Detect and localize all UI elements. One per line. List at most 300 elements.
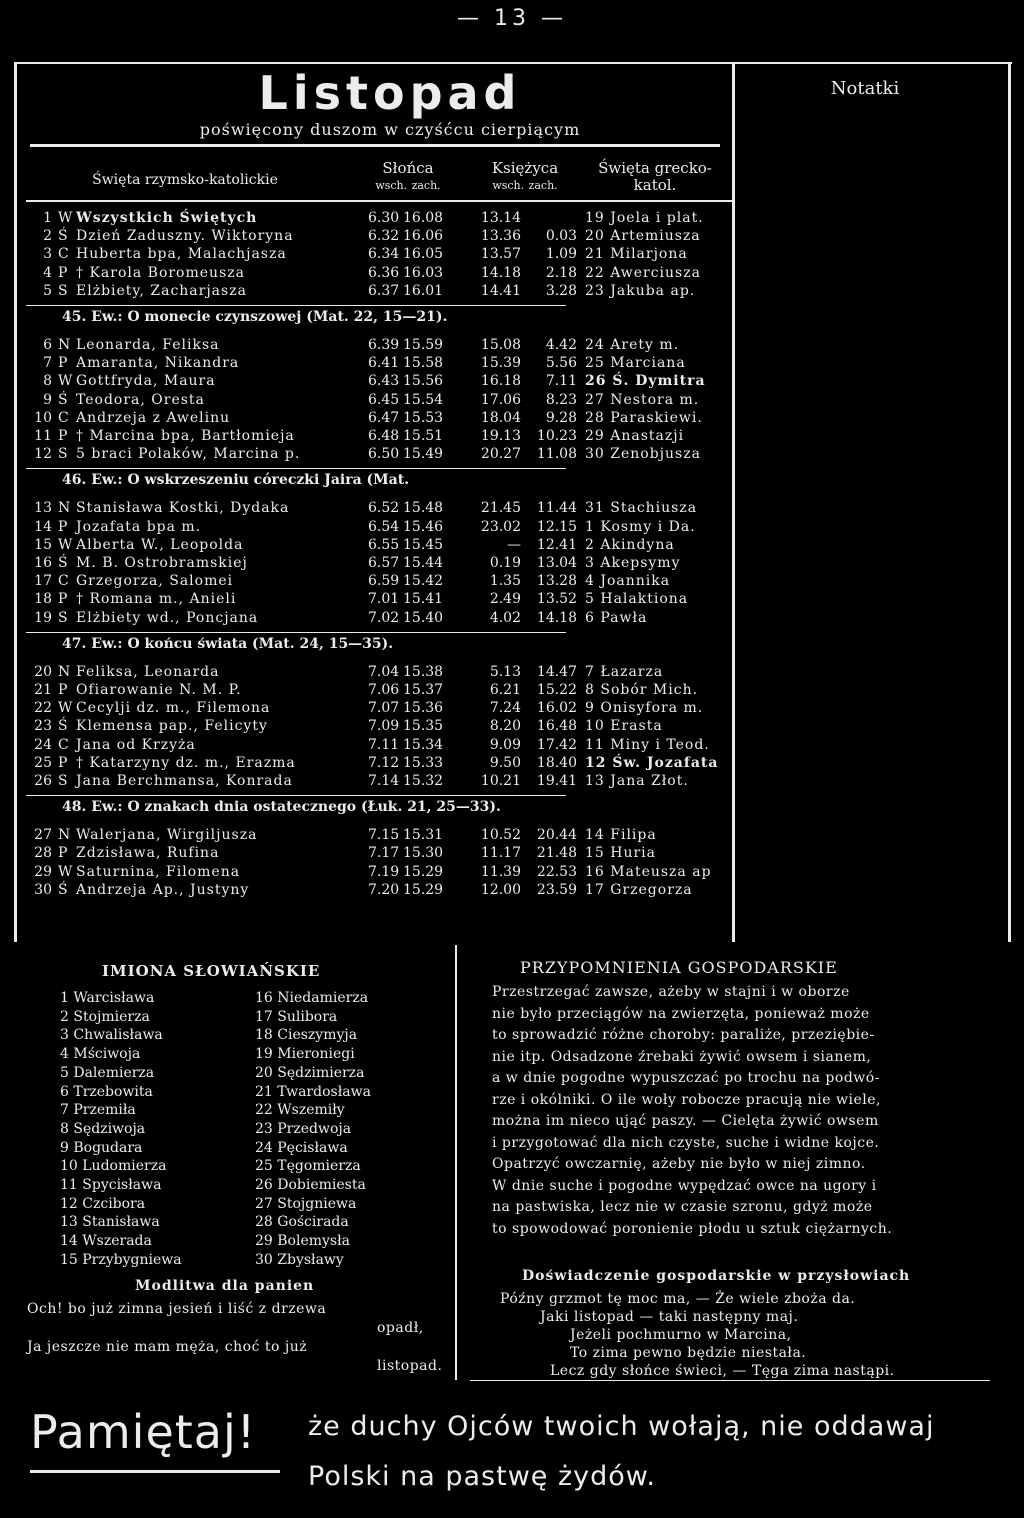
greek-feast: 28 Paraskiewi. xyxy=(585,409,703,426)
weekday: P xyxy=(58,754,68,771)
greek-feast: 1 Kosmy i Da. xyxy=(585,518,696,535)
proverb-line: Jaki listopad — taki następny maj. xyxy=(540,1309,799,1325)
slavic-name: 19 Mieroniegi xyxy=(255,1046,355,1063)
footer-line-2: Polski na pastwę żydów. xyxy=(308,1461,656,1492)
sunrise: 6.54 xyxy=(368,518,400,535)
farm-line: Przestrzegać zawsze, ażeby w stajni i w oborze xyxy=(492,984,850,1000)
day-number: 11 xyxy=(34,428,52,444)
weekday: P xyxy=(58,682,68,698)
sunset: 15.42 xyxy=(403,573,444,590)
moonrise: 9.50 xyxy=(489,754,521,771)
footer-slogan xyxy=(308,1402,934,1502)
moonset: 20.44 xyxy=(536,827,577,844)
sunset: 15.29 xyxy=(403,881,444,898)
moonrise: 13.14 xyxy=(480,210,521,226)
day-row xyxy=(26,392,746,410)
moonset: 19.41 xyxy=(536,773,577,789)
day-number: 21 xyxy=(34,682,52,698)
saint-names: M. B. Ostrobramskiej xyxy=(76,555,248,571)
slavic-name: 24 Pęcisława xyxy=(255,1139,348,1156)
saint-names: Wszystkich Świętych xyxy=(76,210,258,226)
day-number: 13 xyxy=(34,500,52,517)
prayer-text xyxy=(27,1300,447,1376)
day-number: 17 xyxy=(34,573,52,590)
sunrise: 6.36 xyxy=(368,264,400,281)
day-number: 14 xyxy=(34,518,52,535)
moonrise: 21.45 xyxy=(480,500,521,517)
moonset: 1.09 xyxy=(545,246,577,263)
farm-line: można im nieco ująć paszy. — Cielęta żywić owsem xyxy=(492,1113,879,1129)
header-catholic: Święta rzymsko-katolickie xyxy=(92,172,278,188)
left-border xyxy=(14,62,17,942)
sunset: 16.03 xyxy=(403,264,444,281)
greek-feast: 3 Akepsymy xyxy=(585,555,681,571)
saint-names: Grzegorza, Salomei xyxy=(76,573,234,590)
saint-names: Jana Berchmansa, Konrada xyxy=(76,773,293,789)
moonset: 15.22 xyxy=(536,682,577,698)
weekday: Ś xyxy=(58,228,68,245)
sunrise: 6.43 xyxy=(368,373,400,390)
block-rule xyxy=(26,795,566,796)
sunrise: 7.09 xyxy=(368,718,400,735)
greek-feast: 4 Joannika xyxy=(585,573,671,590)
sunrise: 6.57 xyxy=(368,555,400,571)
day-row xyxy=(26,610,746,628)
sunrise: 7.20 xyxy=(368,881,400,898)
day-row xyxy=(26,864,746,882)
moonrise: 0.19 xyxy=(489,555,521,571)
weekday: C xyxy=(58,736,69,753)
day-row xyxy=(26,537,746,555)
weekday: W xyxy=(58,210,73,226)
weekday: N xyxy=(58,337,71,353)
day-row xyxy=(26,428,746,446)
sunrise: 6.45 xyxy=(368,391,400,408)
sunrise: 6.30 xyxy=(368,210,400,226)
saint-names: Ofiarowanie N. M. P. xyxy=(76,682,242,698)
day-number: 5 xyxy=(43,282,52,299)
day-row xyxy=(26,555,746,573)
greek-feast: 6 Pawła xyxy=(585,609,648,626)
slavic-name: 12 Czcibora xyxy=(60,1195,146,1212)
day-row xyxy=(26,773,746,791)
slavic-name: 25 Tęgomierza xyxy=(255,1158,361,1175)
moonset: 13.04 xyxy=(536,555,577,571)
farm-line: rze i okólniki. O ile woły robocze pracują nie wiele, xyxy=(492,1091,881,1108)
day-row xyxy=(26,500,746,518)
moonset: 14.18 xyxy=(536,609,577,626)
day-row xyxy=(26,228,746,246)
day-row xyxy=(26,265,746,283)
proverb-line: To zima pewno będzie niestała. xyxy=(570,1345,807,1361)
day-number: 22 xyxy=(34,700,52,717)
sunrise: 7.01 xyxy=(368,591,400,608)
day-number: 3 xyxy=(43,246,52,263)
day-number: 30 xyxy=(34,881,52,898)
page-number: — 13 — xyxy=(457,6,567,31)
day-row xyxy=(26,737,746,755)
saint-names: Saturnina, Filomena xyxy=(76,863,241,880)
day-number: 29 xyxy=(34,863,52,880)
weekday: S xyxy=(58,773,68,789)
sunrise: 7.11 xyxy=(368,736,400,753)
day-row xyxy=(26,519,746,537)
moonrise: 7.24 xyxy=(489,700,521,717)
saint-names: Andrzeja Ap., Justyny xyxy=(76,881,250,898)
remember-heading: Pamiętaj! xyxy=(30,1405,257,1459)
weekday: Ś xyxy=(58,555,68,571)
slavic-name: 29 Bolemysła xyxy=(255,1233,350,1250)
farm-line: na pastwiska, lecz nie w czasie szronu, gdyż może xyxy=(492,1199,873,1215)
slavic-name: 30 Zbysławy xyxy=(255,1251,344,1268)
slavic-name: 5 Dalemierza xyxy=(60,1064,155,1081)
prayer-line-1: Och! bo już zimna jesień i liść z drzewa xyxy=(27,1301,327,1317)
greek-feast: 31 Stachiusza xyxy=(585,500,698,517)
weekday: C xyxy=(58,246,69,263)
saint-names: † Katarzyny dz. m., Erazma xyxy=(76,754,296,771)
footer-line-1: że duchy Ojców twoich wołają, nie oddawaj xyxy=(308,1411,935,1442)
moonset: 18.40 xyxy=(536,754,577,771)
day-row xyxy=(26,246,746,264)
moonrise: 4.02 xyxy=(489,609,521,626)
saint-names: Andrzeja z Awelinu xyxy=(76,409,231,426)
moonset: 7.11 xyxy=(545,373,577,390)
day-row xyxy=(26,882,746,900)
weekday: W xyxy=(58,700,73,717)
day-number: 25 xyxy=(34,754,52,771)
moonrise: — xyxy=(507,536,521,553)
sunset: 15.58 xyxy=(403,355,444,372)
slavic-name: 20 Sędzimierza xyxy=(255,1064,365,1081)
farm-title: PRZYPOMNIENIA GOSPODARSKIE xyxy=(520,958,838,977)
farm-line: nie itp. Odsadzone źrebaki żywić owsem i sianem, xyxy=(492,1048,872,1065)
farm-line: to sprowadzić różne choroby: paraliże, przeziębie- xyxy=(492,1027,875,1043)
day-row xyxy=(26,591,746,609)
moonrise: 2.49 xyxy=(489,591,521,608)
greek-feast: 12 Św. Jozafata xyxy=(585,754,719,771)
greek-feast: 24 Arety m. xyxy=(585,337,680,353)
prayer-line-1b: opadł, xyxy=(377,1320,424,1336)
greek-feast: 9 Onisyfora m. xyxy=(585,700,704,717)
day-number: 8 xyxy=(43,373,52,390)
sunset: 16.01 xyxy=(403,282,444,299)
moonrise: 14.18 xyxy=(480,264,521,281)
saint-names: † Marcina bpa, Bartłomieja xyxy=(76,428,295,444)
slavic-name: 21 Twardosława xyxy=(255,1083,371,1100)
weekday: W xyxy=(58,536,73,553)
moonset: 3.28 xyxy=(545,282,577,299)
right-border xyxy=(1008,62,1011,942)
farm-line: a w dnie pogodne wypuszczać po trochu na podwó- xyxy=(492,1070,880,1086)
sunrise: 7.15 xyxy=(368,827,400,844)
prayer-line-2: Ja jeszcze nie mam męża, choć to już xyxy=(27,1339,308,1355)
saint-names: Alberta W., Leopolda xyxy=(76,536,244,553)
moonrise: 5.13 xyxy=(489,663,521,680)
weekday: N xyxy=(58,827,71,844)
day-row xyxy=(26,700,746,718)
greek-feast: 30 Zenobjusza xyxy=(585,446,701,463)
proverbs-underline xyxy=(470,1380,990,1381)
weekday: W xyxy=(58,373,73,390)
bottom-divider xyxy=(455,945,457,1380)
greek-feast: 14 Filipa xyxy=(585,827,657,844)
slavic-name: 2 Stojmierza xyxy=(60,1008,150,1025)
moonrise: 11.17 xyxy=(480,845,521,862)
day-row xyxy=(26,283,746,301)
moonset: 5.56 xyxy=(545,355,577,372)
day-row xyxy=(26,845,746,863)
saint-names: Leonarda, Feliksa xyxy=(76,337,220,353)
moonrise: 23.02 xyxy=(480,518,521,535)
sunset: 16.08 xyxy=(403,210,444,226)
sunset: 15.45 xyxy=(403,536,444,553)
weekday: N xyxy=(58,663,71,680)
day-number: 1 xyxy=(43,210,52,226)
day-number: 15 xyxy=(34,536,52,553)
day-number: 19 xyxy=(34,609,52,626)
day-row xyxy=(26,355,746,373)
moonset: 8.23 xyxy=(545,391,577,408)
day-number: 12 xyxy=(34,446,52,463)
weekday: S xyxy=(58,282,68,299)
day-number: 20 xyxy=(34,663,52,680)
moonrise: 8.20 xyxy=(489,718,521,735)
sunrise: 7.07 xyxy=(368,700,400,717)
header-rule xyxy=(26,200,732,202)
greek-feast: 15 Huria xyxy=(585,845,657,862)
proverbs-text xyxy=(500,1290,1000,1380)
slavic-name: 22 Wszemiły xyxy=(255,1102,345,1119)
weekday: C xyxy=(58,409,69,426)
moonrise: 10.21 xyxy=(480,773,521,789)
farm-line: Opatrzyć owczarnię, ażeby nie było w niej zimno. xyxy=(492,1156,866,1172)
sunset: 15.49 xyxy=(403,446,444,463)
moonset: 13.28 xyxy=(536,573,577,590)
weekday: C xyxy=(58,573,69,590)
slavic-name: 4 Mściwoja xyxy=(60,1046,141,1063)
weekday: Ś xyxy=(58,881,68,898)
saint-names: 5 braci Polaków, Marcina p. xyxy=(76,446,301,463)
saint-names: Walerjana, Wirgiljusza xyxy=(76,827,258,844)
moonset: 16.02 xyxy=(536,700,577,717)
saint-names: Stanisława Kostki, Dydaka xyxy=(76,500,290,517)
greek-feast: 20 Artemiusza xyxy=(585,228,701,245)
moonrise: 11.39 xyxy=(480,863,521,880)
greek-feast: 7 Łazarza xyxy=(585,663,664,680)
sunrise: 6.32 xyxy=(368,228,400,245)
saint-names: Huberta bpa, Malachjasza xyxy=(76,246,287,263)
weekday: P xyxy=(58,355,68,372)
saint-names: Jozafata bpa m. xyxy=(76,518,202,535)
footer-underline xyxy=(30,1470,280,1473)
sunrise: 7.02 xyxy=(368,609,400,626)
prayer-title: Modlitwa dla panien xyxy=(135,1278,315,1294)
weekday: P xyxy=(58,518,68,535)
slavic-name: 17 Sulibora xyxy=(255,1008,338,1025)
day-number: 18 xyxy=(34,591,52,608)
slavic-name: 15 Przybygniewa xyxy=(60,1251,182,1268)
slavic-name: 13 Stanisława xyxy=(60,1214,160,1231)
sunset: 15.30 xyxy=(403,845,444,862)
moonset: 2.18 xyxy=(545,264,577,281)
weekday: S xyxy=(58,609,68,626)
moonset: 10.23 xyxy=(536,428,577,444)
sunset: 15.36 xyxy=(403,700,444,717)
greek-feast: 22 Awerciusza xyxy=(585,264,701,281)
prayer-line-2b: listopad. xyxy=(377,1358,443,1374)
slavic-name: 1 Warcisława xyxy=(60,990,155,1006)
day-row xyxy=(26,755,746,773)
day-row xyxy=(26,573,746,591)
sunrise: 6.48 xyxy=(368,428,400,444)
sunset: 15.40 xyxy=(403,609,444,626)
slavic-name: 10 Ludomierza xyxy=(60,1158,167,1175)
day-row xyxy=(26,210,746,228)
greek-feast: 2 Akindyna xyxy=(585,536,675,553)
slavic-name: 23 Przedwoja xyxy=(255,1120,352,1137)
slavic-name: 9 Bogudara xyxy=(60,1139,143,1156)
weekday: Ś xyxy=(58,391,68,408)
day-number: 7 xyxy=(43,355,52,372)
sunset: 15.34 xyxy=(403,736,444,753)
day-number: 9 xyxy=(43,391,52,408)
saint-names: Feliksa, Leonarda xyxy=(76,663,220,680)
day-number: 10 xyxy=(34,409,52,426)
greek-feast: 16 Mateusza ap xyxy=(585,863,712,880)
sunrise: 7.17 xyxy=(368,845,400,862)
sunrise: 6.50 xyxy=(368,446,400,463)
slavic-name: 27 Stojgniewa xyxy=(255,1195,357,1212)
sunset: 15.41 xyxy=(403,591,444,608)
greek-feast: 21 Milarjona xyxy=(585,246,688,263)
day-row xyxy=(26,373,746,391)
day-row xyxy=(26,682,746,700)
sunrise: 6.34 xyxy=(368,246,400,263)
moonset: 4.42 xyxy=(545,337,577,353)
moonset: 9.28 xyxy=(545,409,577,426)
sunset: 15.29 xyxy=(403,863,444,880)
saint-names: Elżbiety wd., Poncjana xyxy=(76,609,259,626)
moonrise: 18.04 xyxy=(480,409,521,426)
greek-feast: 11 Miny i Teod. xyxy=(585,736,710,753)
slavic-name: 3 Chwalisława xyxy=(60,1027,163,1044)
moonset: 21.48 xyxy=(536,845,577,862)
month-subtitle: poświęcony duszom w czyśćcu cierpiącym xyxy=(199,120,581,139)
saint-names: Teodora, Oresta xyxy=(76,391,205,408)
moonset: 0.03 xyxy=(545,228,577,245)
farm-line: W dnie suche i pogodne wypędzać owce na ugory i xyxy=(492,1177,877,1194)
sunset: 15.59 xyxy=(403,337,444,353)
moonset: 13.52 xyxy=(536,591,577,608)
sunrise: 7.19 xyxy=(368,863,400,880)
moonset: 23.59 xyxy=(536,881,577,898)
farm-text xyxy=(492,982,992,1240)
saint-names: † Karola Boromeusza xyxy=(76,264,245,281)
day-number: 24 xyxy=(34,736,52,753)
saint-names: Amaranta, Nikandra xyxy=(76,355,240,372)
saint-names: Zdzisława, Rufina xyxy=(76,845,220,862)
proverb-line: Późny grzmot tę moc ma, — Że wiele zboża da. xyxy=(500,1291,856,1307)
sunset: 15.48 xyxy=(403,500,444,517)
sunset: 15.32 xyxy=(403,773,444,789)
header-greek: Święta grecko-katol. xyxy=(598,159,712,194)
farm-line: to spowodować poronienie płodu u sztuk ciężarnych. xyxy=(492,1220,893,1237)
month-title: Listopad xyxy=(258,66,522,120)
header-sun: Słońca wsch. zach. xyxy=(375,159,441,192)
saint-names: Klemensa pap., Felicyty xyxy=(76,718,268,735)
sunrise: 6.59 xyxy=(368,573,400,590)
day-row xyxy=(26,337,746,355)
moonrise: 14.41 xyxy=(480,282,521,299)
moonset: 11.44 xyxy=(536,500,577,517)
slavic-name: 26 Dobiemiesta xyxy=(255,1177,366,1193)
sunset: 15.33 xyxy=(403,754,444,771)
sunset: 15.56 xyxy=(403,373,444,390)
weekday: P xyxy=(58,264,68,281)
moonrise: 20.27 xyxy=(480,446,521,463)
sunset: 15.53 xyxy=(403,409,444,426)
sunset: 15.37 xyxy=(403,682,444,698)
sunrise: 7.12 xyxy=(368,754,400,771)
greek-feast: 8 Sobór Mich. xyxy=(585,682,699,698)
greek-feast: 29 Anastazji xyxy=(585,428,685,444)
moonrise: 6.21 xyxy=(489,682,521,698)
proverb-line: Jeżeli pochmurno w Marcina, xyxy=(570,1327,792,1343)
moonset: 16.48 xyxy=(536,718,577,735)
greek-feast: 5 Halaktiona xyxy=(585,591,689,608)
moonrise: 15.39 xyxy=(480,355,521,372)
sunrise: 7.14 xyxy=(368,773,400,789)
greek-feast: 25 Marciana xyxy=(585,355,686,372)
slavic-names-title: IMIONA SŁOWIAŃSKIE xyxy=(102,962,321,980)
moonrise: 16.18 xyxy=(480,373,521,390)
weekday: N xyxy=(58,500,71,517)
day-row xyxy=(26,446,746,464)
sunset: 16.06 xyxy=(403,228,444,245)
slavic-name: 28 Gościrada xyxy=(255,1214,349,1231)
weekday: P xyxy=(58,591,68,608)
saint-names: Dzień Zaduszny. Wiktoryna xyxy=(76,228,294,245)
moonrise: 19.13 xyxy=(480,428,521,444)
day-number: 4 xyxy=(43,264,52,281)
greek-feast: 26 Ś. Dymitra xyxy=(585,373,706,390)
saint-names: Gottfryda, Maura xyxy=(76,373,216,390)
moonset: 12.15 xyxy=(536,518,577,535)
day-number: 6 xyxy=(43,337,52,353)
sunset: 15.35 xyxy=(403,718,444,735)
sunrise: 6.39 xyxy=(368,337,400,353)
subtitle-underline xyxy=(30,144,720,147)
slavic-name: 11 Spycisława xyxy=(60,1177,162,1193)
slavic-name: 6 Trzebowita xyxy=(60,1083,153,1100)
moonrise: 10.52 xyxy=(480,827,521,844)
sunset: 15.38 xyxy=(403,663,444,680)
moonrise: 17.06 xyxy=(480,391,521,408)
gospel-reading: 46. Ew.: O wskrzeszeniu córeczki Jaira (Mat. xyxy=(62,472,410,489)
sunrise: 6.47 xyxy=(368,409,400,426)
moonset: 12.41 xyxy=(536,536,577,553)
greek-feast: 10 Erasta xyxy=(585,718,663,735)
sunrise: 6.41 xyxy=(368,355,400,372)
slavic-name: 18 Cieszymyja xyxy=(255,1027,358,1044)
header-moon: Księżyca wsch. zach. xyxy=(491,159,559,192)
slavic-name: 16 Niedamierza xyxy=(255,990,369,1006)
block-rule xyxy=(26,468,566,469)
sunset: 15.46 xyxy=(403,518,444,535)
weekday: W xyxy=(58,863,73,880)
greek-feast: 19 Joela i plat. xyxy=(585,210,704,226)
weekday: P xyxy=(58,845,68,862)
